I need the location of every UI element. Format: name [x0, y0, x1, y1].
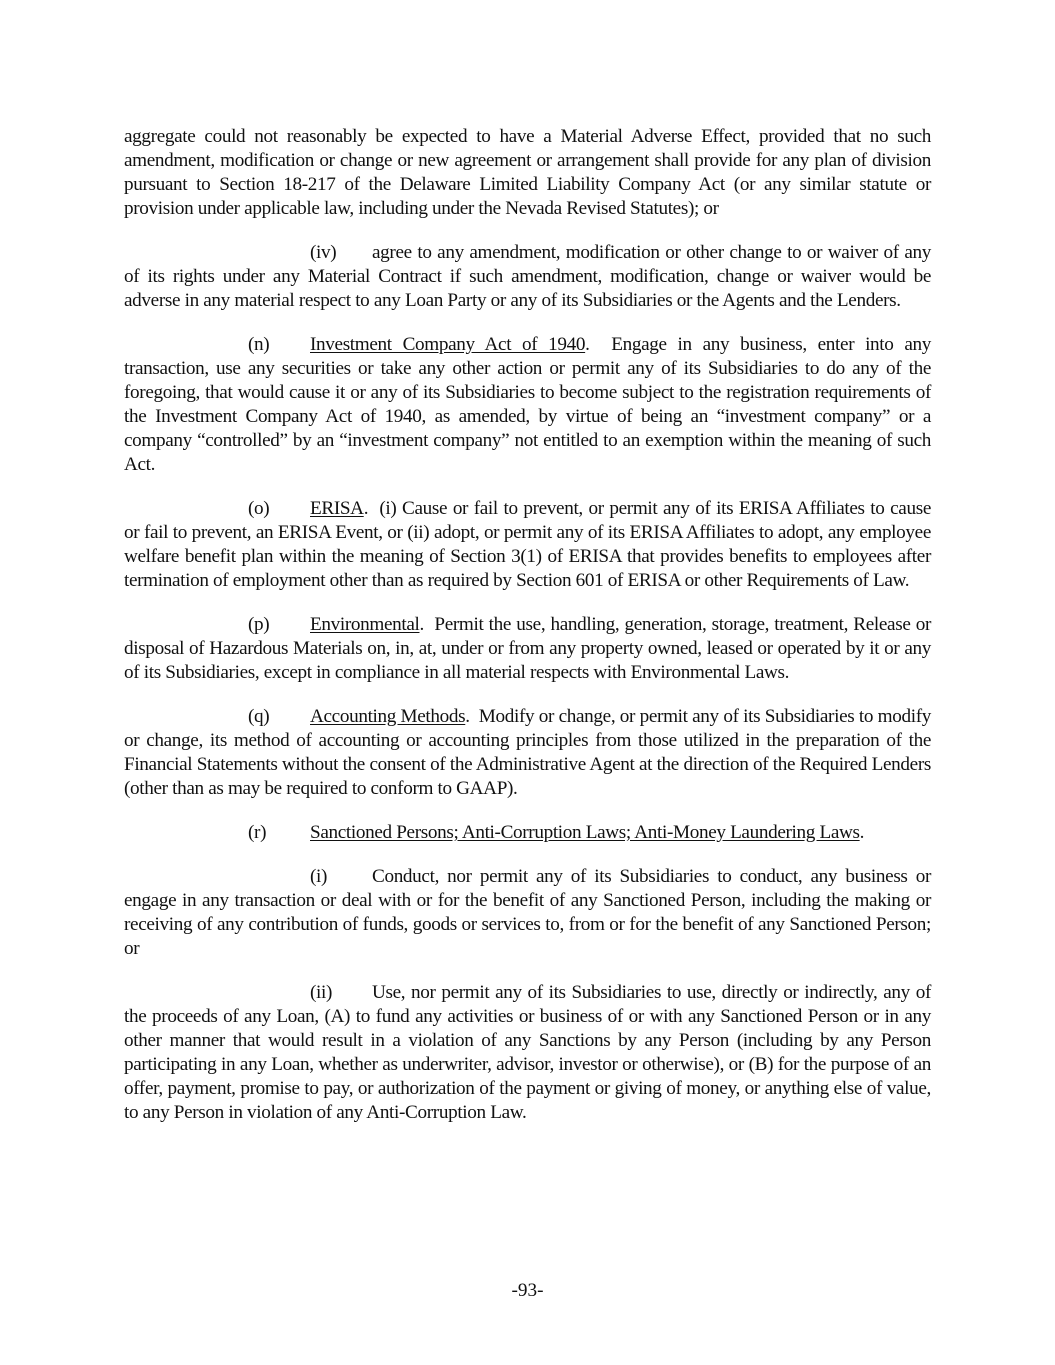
section-label: (o): [248, 498, 270, 519]
paragraph-text: Engage in any business, enter into any transaction, use any securities or take any other action or permit any of its Subsidiaries to do any of the foregoing, that would cause it or any of its Subsidiaries to become subject to the registration requirements of the Investment Company Act of 1940, as amended, by virtue of being an “investment company” or a company “controlled” by an “investment company” not entitled to an exemption within the meaning of such Act.: [124, 334, 932, 475]
section-label: (q): [248, 706, 270, 727]
section-p: (p) Environmental. Permit the use, handling, generation, storage, treatment, Release or disposal of Hazardous Materials on, in, at, under or from any property owned, leased or operated by it or any of its Subsidiaries, except in compliance in all material respects with Environmental Laws.: [124, 614, 931, 683]
paragraph-text: Permit the use, handling, generation, storage, treatment, Release or disposal of Hazardous Materials on, in, at, under or from any property owned, leased or operated by it or any of its Subsidiaries, except in compliance in all material respects with Environmental Laws.: [124, 614, 931, 683]
paragraph-text: Conduct, nor permit any of its Subsidiaries to conduct, any business or engage in any transaction or deal with or for the benefit of any Sanctioned Person, including the making or receiving of any contribution of funds, goods or services to, from or for the benefit of any Sanctioned Person; or: [124, 866, 931, 959]
section-heading: Environmental: [310, 614, 420, 635]
clause-label: (iv): [310, 242, 337, 263]
subclause-i: [124, 865, 931, 961]
section-heading: Accounting Methods: [310, 706, 466, 727]
section-label: (r): [248, 822, 267, 843]
paragraph-text: agree to any amendment, modification or other change to or waiver of any of its rights under any Material Contract if such amendment, modification, change or waiver would be adverse in any material respect to any Loan Party or any of its Subsidiaries or the Agents and the Lenders.: [124, 242, 931, 311]
paragraph-text: aggregate could not reasonably be expected to have a Material Adverse Effect, provided that no such amendment, modification or change or new agreement or arrangement shall provide for any plan of division pursuant to Section 18-217 of the Delaware Limited Liability Company Act (or any similar statute or provision under applicable law, including under the Nevada Revised Statutes); or: [124, 126, 931, 219]
paragraph-text: Use, nor permit any of its Subsidiaries to use, directly or indirectly, any of the proceeds of any Loan, (A) to fund any activities or business of or with any Sanctioned Person or in any other manner that would result in a violation of any Sanctions by any Person (including by any Person participating in any Loan, whether as underwriter, advisor, investor or otherwise), or (B) for the purpose of an offer, payment, promise to pay, or authorization of the payment or giving of money, or anything else of value, to any Person in violation of any Anti-Corruption Law.: [124, 982, 931, 1123]
subclause-ii: [124, 981, 931, 1125]
paragraph-text: (i) Cause or fail to prevent, or permit any of its ERISA Affiliates to cause or fail to prevent, an ERISA Event, or (ii) adopt, or permit any of its ERISA Affiliates to adopt, any employee welfare benefit plan within the meaning of Section 3(1) of ERISA that provides benefits to employees after termination of employment other than as required by Section 601 of ERISA or other Requirements of Law.: [124, 498, 931, 591]
section-heading: Sanctioned Persons; Anti-Corruption Laws; Anti-Money Laundering Laws: [310, 822, 860, 843]
clause-label: (ii): [310, 982, 333, 1003]
section-heading: ERISA: [310, 498, 364, 519]
section-r: (r) Sanctioned Persons; Anti-Corruption Laws; Anti-Money Laundering Laws.: [248, 822, 865, 843]
paragraph-continuation: [124, 125, 931, 221]
section-label: (p): [248, 614, 270, 635]
clause-label: (i): [310, 866, 328, 887]
section-heading: Investment Company Act of 1940: [310, 334, 586, 355]
paragraph-text: Modify or change, or permit any of its Subsidiaries to modify or change, its method of accounting or accounting principles from those utilized in the preparation of the Financial Statements without the consent of the Administrative Agent at the direction of the Required Lenders (other than as may be required to conform to GAAP).: [124, 706, 931, 799]
section-n: (n) Investment Company Act of 1940. Engage in any business, enter into any transaction, use any securities or take any other action or permit any of its Subsidiaries to do any of the foregoing, that would cause it or any of its Subsidiaries to become subject to the registration requirements of the Investment Company Act of 1940, as amended, by virtue of being an “investment company” or a company “controlled” by an “investment company” not entitled to an exemption within the meaning of such Act.: [124, 334, 932, 475]
subclause-iv: [124, 241, 931, 313]
page-number: -93-: [511, 1280, 544, 1301]
section-q: (q) Accounting Methods. Modify or change, or permit any of its Subsidiaries to modify or change, its method of accounting or accounting principles from those utilized in the preparation of the Financial Statements without the consent of the Administrative Agent at the direction of the Required Lenders (other than as may be required to conform to GAAP).: [124, 706, 931, 799]
document-page: [124, 125, 931, 1145]
section-o: (o) ERISA. (i) Cause or fail to prevent, or permit any of its ERISA Affiliates to cause or fail to prevent, an ERISA Event, or (ii) adopt, or permit any of its ERISA Affiliates to adopt, any employee welfare benefit plan within the meaning of Section 3(1) of ERISA that provides benefits to employees after termination of employment other than as required by Section 601 of ERISA or other Requirements of Law.: [124, 498, 931, 591]
section-label: (n): [248, 334, 270, 355]
